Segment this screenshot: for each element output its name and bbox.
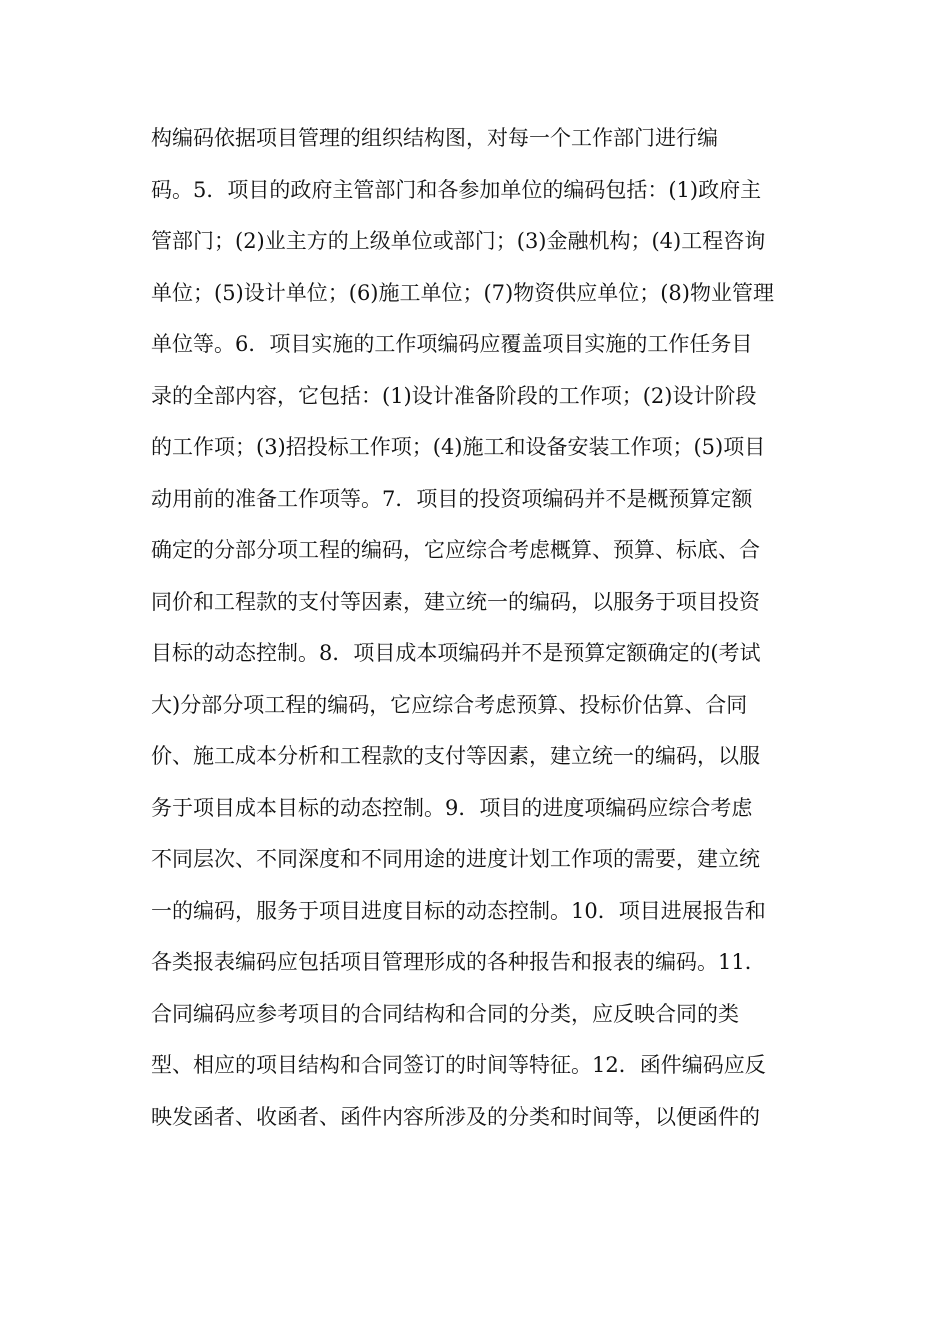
text-line-1: 构编码依据项目管理的组织结构图，对每一个工作部门进行编 [151,126,718,150]
text-line-9: 确定的分部分项工程的编码，它应综合考虑概算、预算、标底、合 [151,538,760,562]
text-line-18: 合同编码应参考项目的合同结构和合同的分类，应反映合同的类 [151,1001,739,1026]
text-line-6: 录的全部内容，它包括：(1)设计准备阶段的工作项；(2)设计阶段 [151,383,757,408]
body-text [151,116,811,1146]
text-line-15: 不同层次、不同深度和不同用途的进度计划工作项的需要，建立统 [151,847,760,871]
text-line-17: 各类报表编码应包括项目管理形成的各种报告和报表的编码。11． [151,950,766,974]
text-line-8: 动用前的准备工作项等。7．项目的投资项编码并不是概预算定额 [151,486,753,511]
text-line-16: 一的编码，服务于项目进度目标的动态控制。10．项目进展报告和 [151,898,766,923]
text-line-7: 的工作项；(3)招投标工作项；(4)施工和设备安装工作项；(5)项目 [151,435,766,459]
text-line-11: 目标的动态控制。8．项目成本项编码并不是预算定额确定的(考试 [151,641,761,665]
text-line-12: 大)分部分项工程的编码，它应综合考虑预算、投标价估算、合同 [151,692,748,717]
text-line-13: 价、施工成本分析和工程款的支付等因素，建立统一的编码，以服 [151,744,760,768]
text-line-2: 码。5．项目的政府主管部门和各参加单位的编码包括：(1)政府主 [151,177,762,202]
text-line-20: 映发函者、收函者、函件内容所涉及的分类和时间等，以便函件的 [151,1104,760,1129]
text-line-19: 型、相应的项目结构和合同签订的时间等特征。12．函件编码应反 [151,1053,766,1077]
text-line-4: 单位；(5)设计单位；(6)施工单位；(7)物资供应单位；(8)物业管理 [151,280,774,305]
text-line-5: 单位等。6．项目实施的工作项编码应覆盖项目实施的工作任务目 [151,332,753,356]
text-line-3: 管部门；(2)业主方的上级单位或部门；(3)金融机构；(4)工程咨询 [151,229,766,253]
text-line-10: 同价和工程款的支付等因素，建立统一的编码，以服务于项目投资 [151,589,760,614]
text-line-14: 务于项目成本目标的动态控制。9．项目的进度项编码应综合考虑 [151,795,753,820]
